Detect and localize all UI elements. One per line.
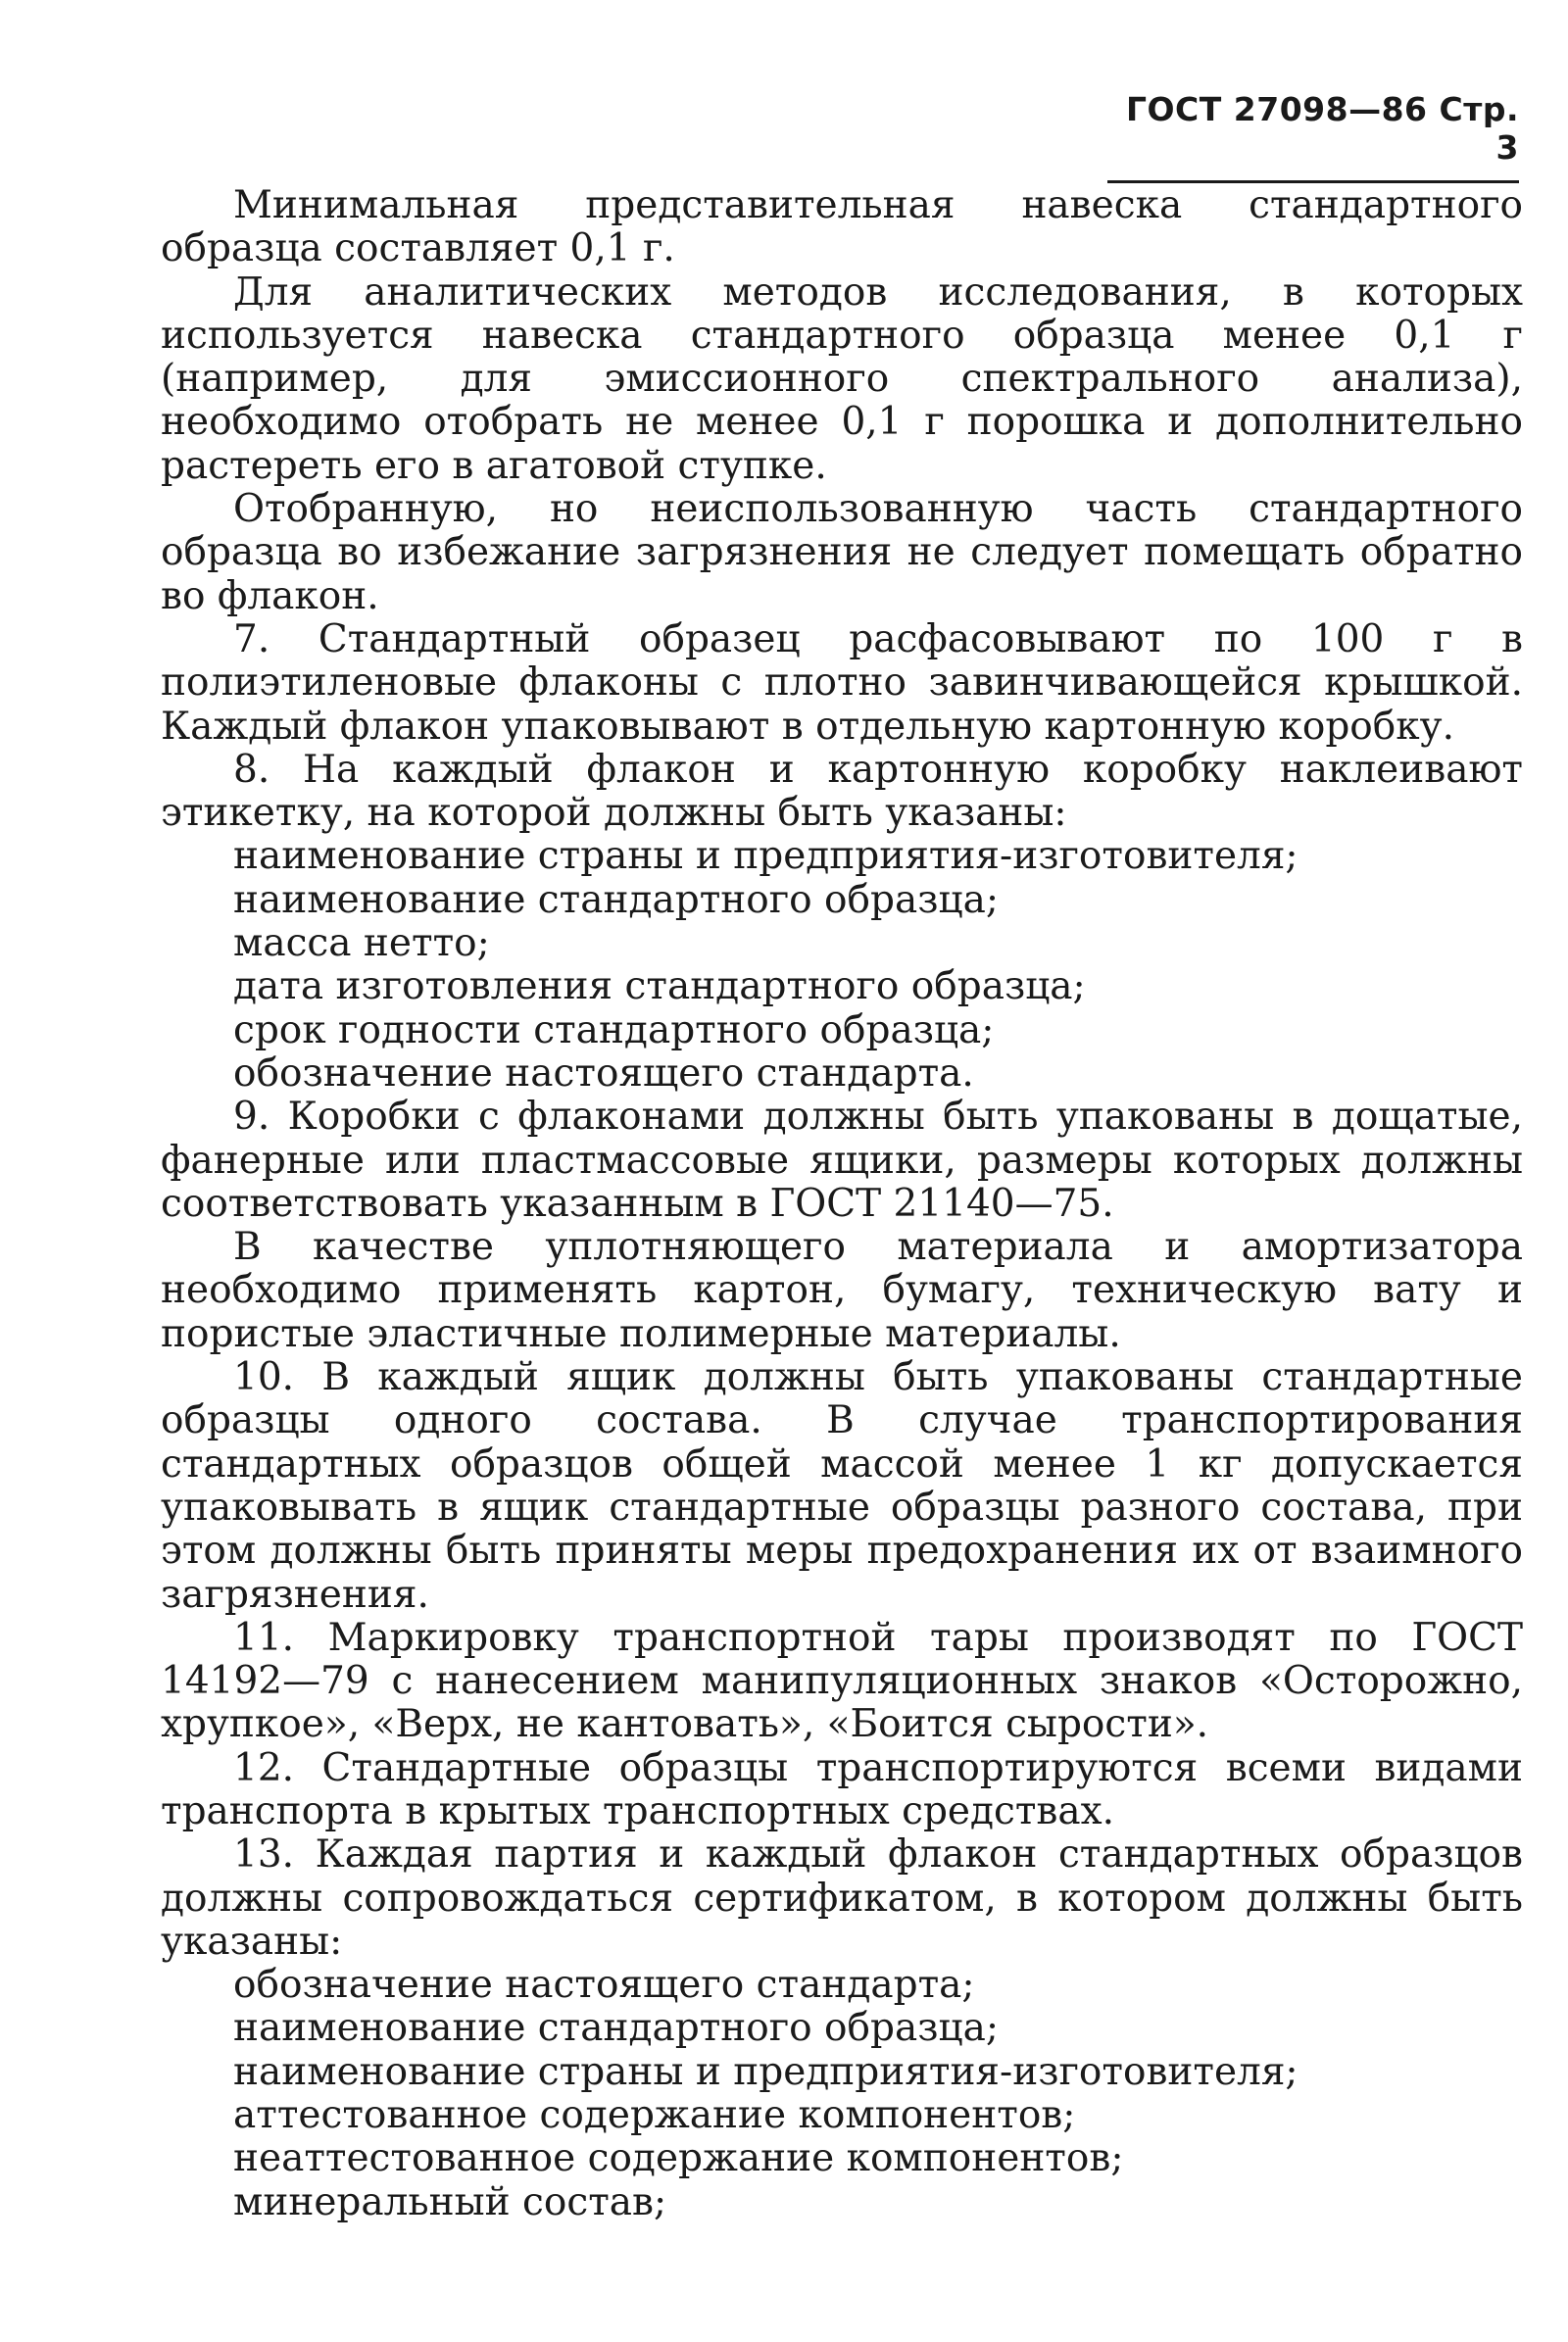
list-item: срок годности стандартного образца; (233, 1007, 995, 1052)
list-item: дата изготовления стандартного образца; (233, 964, 1086, 1009)
list-item: аттестованное содержание компонентов; (233, 2093, 1076, 2138)
document-body (161, 184, 1523, 2224)
paragraph-item-11: 11. Маркировку транспортной тары производят по ГОСТ 14192—79 с нанесением манипуляционных знаков «Осторожно, хрупкое», «Верх, не кантовать», «Боится сырости». (161, 1615, 1523, 1747)
paragraph-item-7: 7. Стандартный образец расфасовывают по 100 г в полиэтиленовые флаконы с плотно завинчивающейся крышкой. Каждый флакон упаковывают в отдельную картонную коробку. (161, 616, 1523, 749)
list-item: обозначение настоящего стандарта; (233, 1963, 975, 2008)
paragraph-unused-part: Отобранную, но неиспользованную часть стандартного образца во избежание загрязнения не следует помещать обратно во флакон. (161, 487, 1523, 618)
paragraph-analysis-methods: Для аналитических методов исследования, в которых используется навеска стандартного образца менее 0,1 г (например, для эмиссионного спектрального анализа), необходимо отобрать не менее 0,1 г порошка и дополнительно растереть его в агатовой ступке. (161, 269, 1523, 488)
paragraph-packing-material: В качестве уплотняющего материала и амортизатора необходимо применять картон, бумагу, техническую вату и пористые эластичные полимерные материалы. (161, 1225, 1523, 1356)
paragraph-item-13: 13. Каждая партия и каждый флакон стандартных образцов должны сопровождаться сертификатом, в котором должны быть указаны: (161, 1832, 1523, 1964)
list-item: наименование стандартного образца; (233, 2006, 999, 2051)
list-item: обозначение настоящего стандарта. (233, 1050, 974, 1096)
certificate-list (161, 1964, 1523, 2224)
list-item: минеральный состав; (233, 2179, 667, 2224)
paragraph-item-10: 10. В каждый ящик должны быть упакованы стандартные образцы одного состава. В случае транспортирования стандартных образцов общей массой менее 1 кг допускается упаковывать в ящик стандартные образцы разного состава, при этом должны быть приняты меры предохранения их от взаимного загрязнения. (161, 1355, 1523, 1617)
list-item: масса нетто; (233, 921, 490, 966)
list-item: неаттестованное содержание компонентов; (233, 2136, 1124, 2181)
list-item: наименование стандартного образца; (233, 877, 999, 922)
list-item: наименование страны и предприятия-изготовителя; (233, 834, 1298, 879)
paragraph-item-9: 9. Коробки с флаконами должны быть упакованы в дощатые, фанерные или пластмассовые ящики, размеры которых должны соответствовать указанным в ГОСТ 21140—75. (161, 1095, 1523, 1226)
list-item: наименование страны и предприятия-изготовителя; (233, 2049, 1298, 2094)
page-header: ГОСТ 27098—86 Стр. 3 (1107, 90, 1519, 183)
paragraph-min-sample: Минимальная представительная навеска стандартного образца составляет 0,1 г. (161, 183, 1523, 271)
paragraph-item-12: 12. Стандартные образцы транспортируются всеми видами транспорта в крытых транспортных средствах. (161, 1745, 1523, 1833)
label-list (161, 835, 1523, 1096)
paragraph-item-8: 8. На каждый флакон и картонную коробку наклеивают этикетку, на которой должны быть указаны: (161, 747, 1523, 836)
